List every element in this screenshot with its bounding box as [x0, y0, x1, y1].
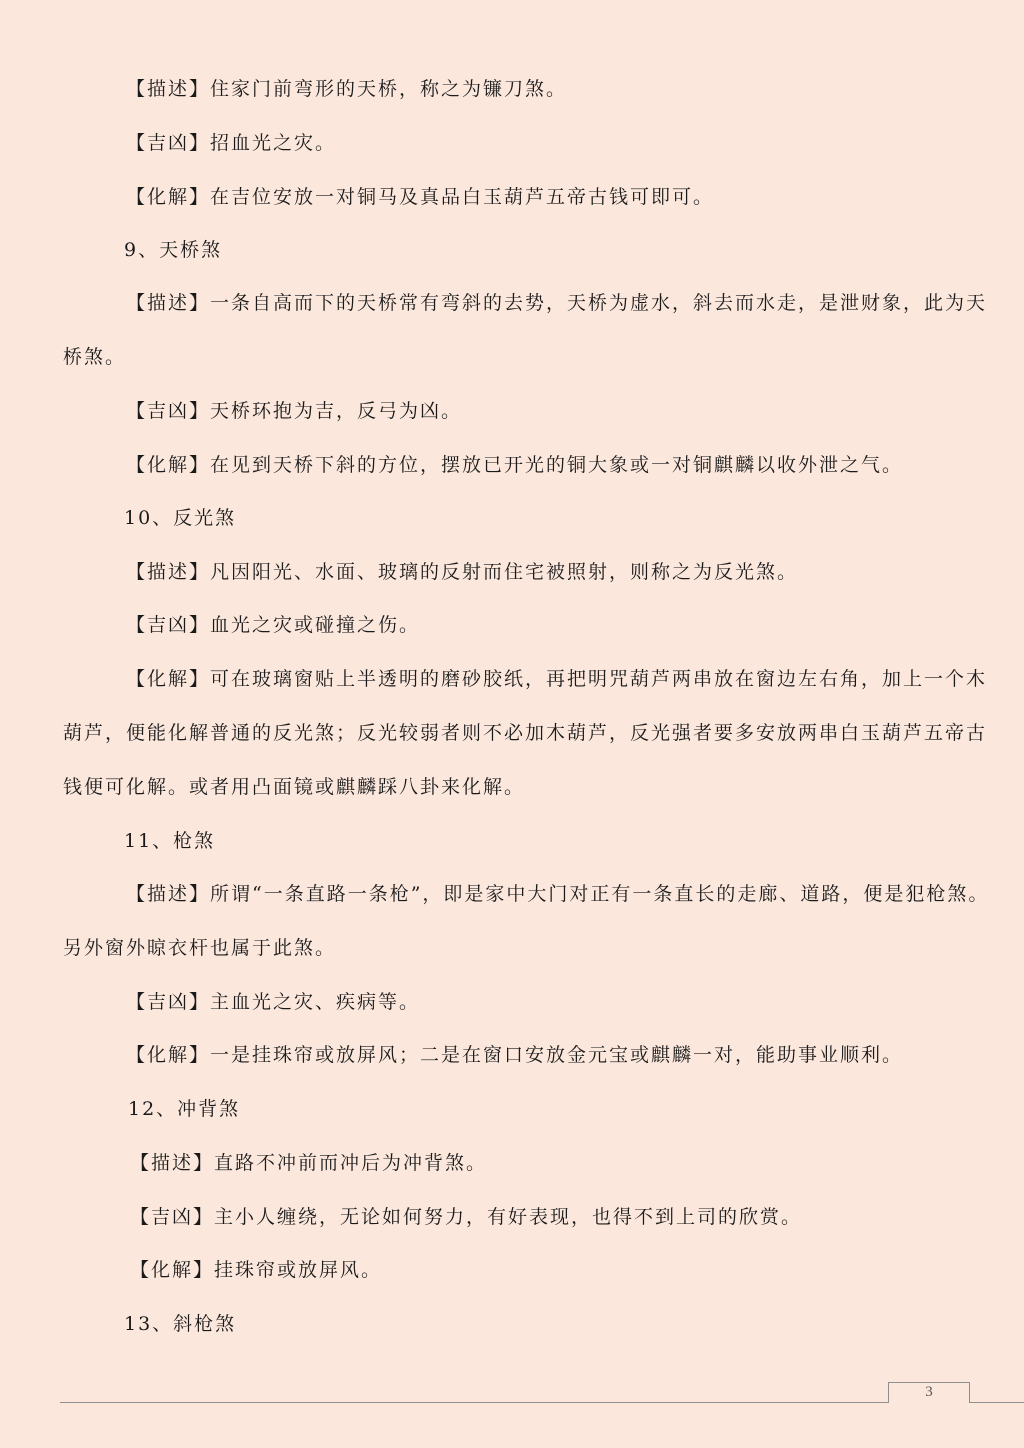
section-heading: 11、枪煞 [124, 830, 216, 852]
paragraph-line: 【描述】住家门前弯形的天桥，称之为镰刀煞。 [126, 78, 568, 100]
paragraph-line: 【吉凶】主小人缠绕，无论如何努力，有好表现，也得不到上司的欣赏。 [130, 1206, 803, 1228]
paragraph-line: 【吉凶】天桥环抱为吉，反弓为凶。 [126, 400, 463, 422]
paragraph-line: 葫芦，便能化解普通的反光煞；反光较弱者则不必加木葫芦，反光强者要多安放两串白玉葫芦五帝古 [63, 722, 988, 744]
paragraph-line: 【描述】一条自高而下的天桥常有弯斜的去势，天桥为虚水，斜去而水走，是泄财象，此为天 [126, 292, 988, 314]
page-number: 3 [925, 1384, 933, 1400]
paragraph-line: 另外窗外晾衣杆也属于此煞。 [63, 937, 337, 959]
paragraph-line: 桥煞。 [63, 346, 127, 368]
paragraph-line: 【描述】凡因阳光、水面、玻璃的反射而住宅被照射，则称之为反光煞。 [126, 561, 799, 583]
paragraph-line: 【化解】可在玻璃窗贴上半透明的磨砂胶纸，再把明咒葫芦两串放在窗边左右角，加上一个木 [126, 668, 988, 690]
paragraph-line: 【描述】所谓“一条直路一条枪”，即是家中大门对正有一条直长的走廊、道路，便是犯枪煞。 [126, 883, 990, 905]
paragraph-line: 【吉凶】血光之灾或碰撞之伤。 [126, 614, 421, 636]
footer-rule [60, 1402, 1024, 1403]
section-heading: 9、天桥煞 [124, 239, 223, 261]
paragraph-line: 【化解】在吉位安放一对铜马及真品白玉葫芦五帝古钱可即可。 [126, 186, 715, 208]
paragraph-line: 【吉凶】招血光之灾。 [126, 132, 337, 154]
paragraph-line: 【描述】直路不冲前而冲后为冲背煞。 [130, 1152, 488, 1174]
paragraph-line: 【化解】挂珠帘或放屏风。 [130, 1259, 383, 1281]
section-heading: 10、反光煞 [124, 507, 237, 529]
section-heading: 13、斜枪煞 [124, 1313, 237, 1335]
paragraph-line: 【化解】在见到天桥下斜的方位，摆放已开光的铜大象或一对铜麒麟以收外泄之气。 [126, 454, 904, 476]
paragraph-line: 【吉凶】主血光之灾、疾病等。 [126, 991, 421, 1013]
section-heading: 12、冲背煞 [128, 1098, 241, 1120]
paragraph-line: 【化解】一是挂珠帘或放屏风；二是在窗口安放金元宝或麒麟一对，能助事业顺利。 [126, 1044, 904, 1066]
paragraph-line: 钱便可化解。或者用凸面镜或麒麟踩八卦来化解。 [63, 776, 526, 798]
